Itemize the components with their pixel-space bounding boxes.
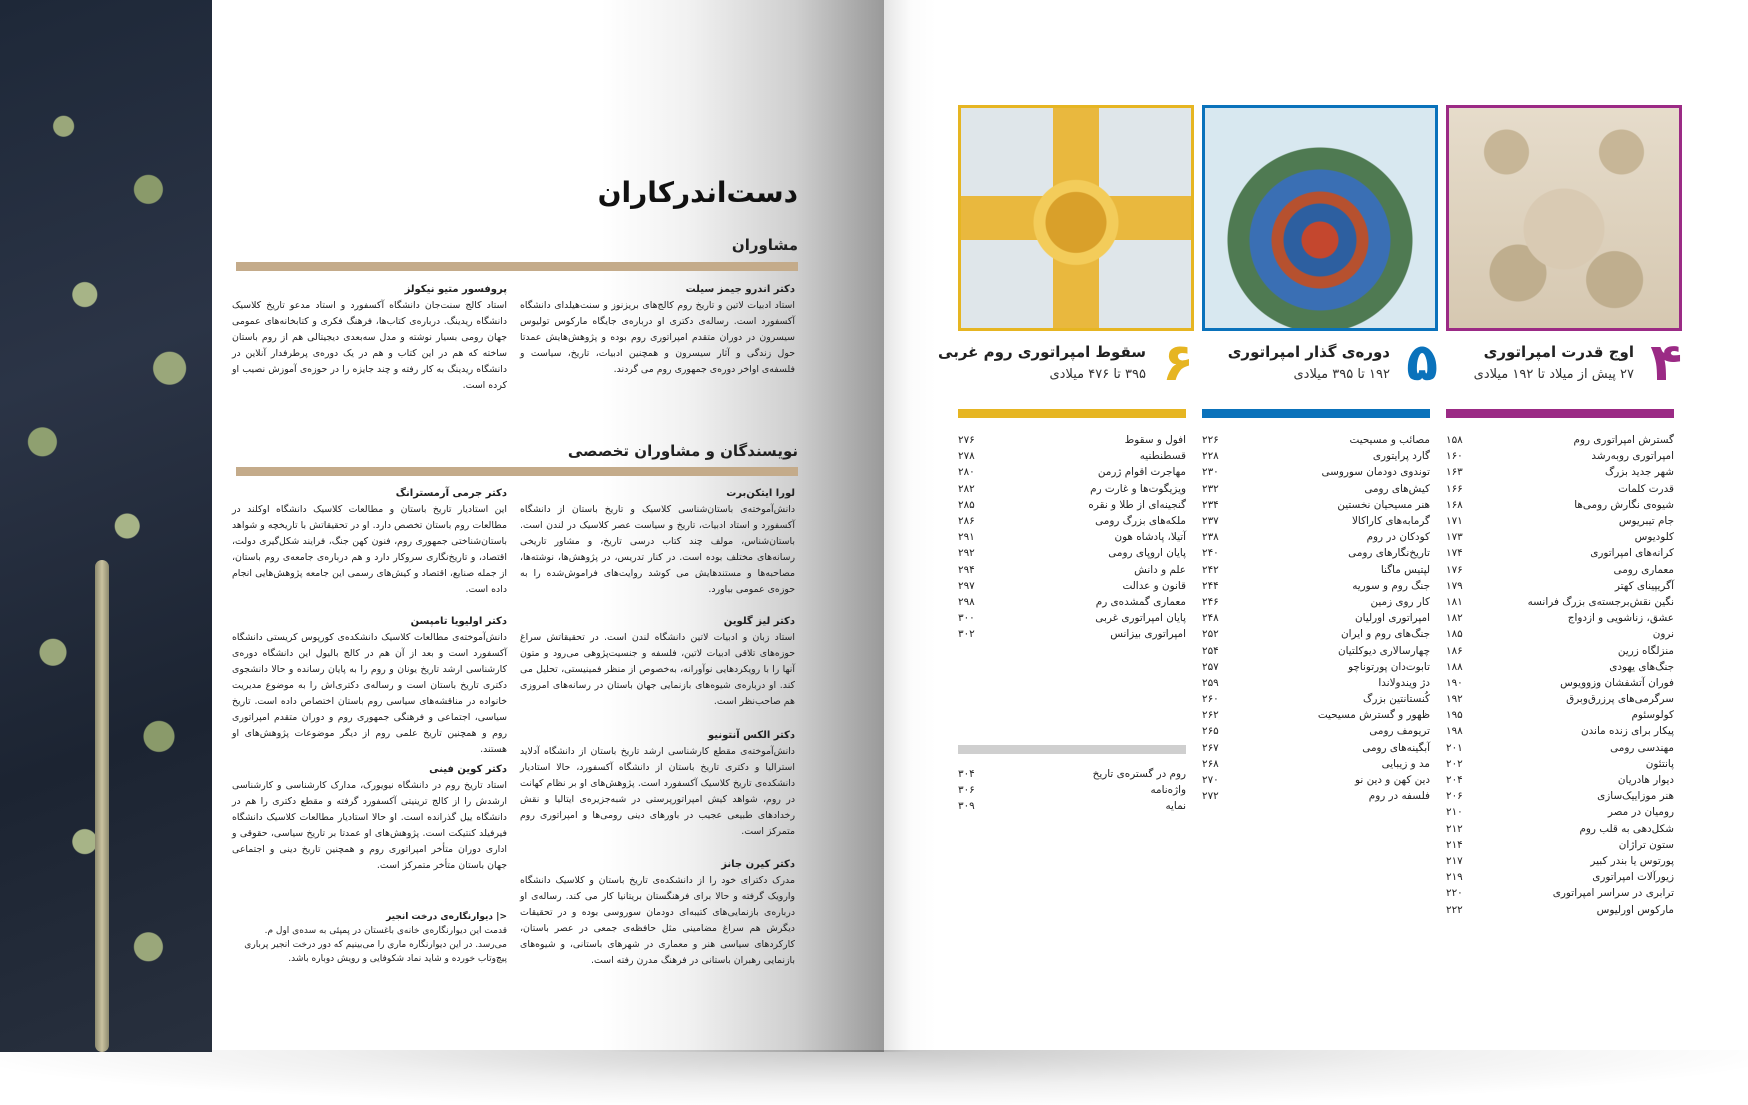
toc-entry (1202, 448, 1430, 464)
toc-page-number: ۲۱۷ (1446, 854, 1463, 867)
bio-name: دکتر اندرو جیمز سیلت (685, 284, 795, 295)
toc-page-number: ۲۰۱ (1446, 741, 1463, 754)
toc-entry (958, 432, 1186, 448)
toc-title: رومیان در مصر (1607, 806, 1674, 819)
toc-page-number: ۱۸۶ (1446, 644, 1463, 657)
toc-title: آبگینه‌های رومی (1362, 741, 1430, 754)
toc-entry (1446, 659, 1674, 675)
toc-title: مصائب و مسیحیت (1349, 434, 1430, 447)
toc-title: واژه‌نامه (1150, 784, 1186, 797)
toc-page-number: ۲۳۲ (1202, 482, 1219, 495)
bio-name: دکتر الکس آنتونیو (708, 730, 795, 741)
toc-page-number: ۱۷۹ (1446, 579, 1463, 592)
toc-title: لپتیس ماگنا (1380, 563, 1430, 576)
toc-entry (1202, 610, 1430, 626)
toc-page-number: ۲۶۸ (1202, 757, 1219, 770)
toc-title: مهندسی رومی (1610, 741, 1674, 754)
book-shadow (0, 1050, 1748, 1105)
toc-page-number: ۱۷۶ (1446, 563, 1463, 576)
toc-title: قسطنطنیه (1139, 450, 1186, 463)
toc-entry (1446, 804, 1674, 820)
toc-page-number: ۱۸۵ (1446, 628, 1463, 641)
toc-entry (1446, 788, 1674, 804)
toc-title: شیوه‌ی نگارش رومی‌ها (1574, 498, 1674, 511)
toc-page-number: ۲۱۴ (1446, 838, 1463, 851)
chapter-title: سقوط امپراتوری روم غربی (938, 343, 1146, 361)
bio-entry (520, 486, 795, 598)
toc-page-number: ۲۹۴ (958, 563, 975, 576)
chapter-number: ۴ (1650, 333, 1682, 393)
toc-entry (958, 545, 1186, 561)
bio-entry (232, 486, 507, 598)
toc-title: گرمابه‌های کاراکالا (1351, 515, 1430, 528)
toc-entry (1446, 675, 1674, 691)
corinthian-capital-image (1446, 105, 1682, 331)
toc-title: پانتئون (1645, 757, 1674, 770)
toc-entry (1446, 610, 1674, 626)
toc-title: پایان اروپای رومی (1108, 547, 1186, 560)
bio-name: دکتر اولیویا تامپسن (410, 616, 507, 627)
toc-page-number: ۲۵۹ (1202, 676, 1219, 689)
toc-title: منزلگاه زرین (1617, 644, 1674, 657)
toc-page-number: ۲۴۸ (1202, 612, 1219, 625)
toc-entry (958, 768, 1186, 784)
toc-page-number: ۲۸۰ (958, 466, 975, 479)
toc-entry (1446, 529, 1674, 545)
toc-title: دیوار هادریان (1617, 774, 1674, 787)
toc-entry (1446, 821, 1674, 837)
toc-page-number: ۲۶۰ (1202, 693, 1219, 706)
toc-title: فلسفه در روم (1368, 790, 1430, 803)
toc-entry (1446, 481, 1674, 497)
toc-entry (1446, 756, 1674, 772)
toc-entry (958, 464, 1186, 480)
toc-page-number: ۲۵۲ (1202, 628, 1219, 641)
toc-entry (1446, 740, 1674, 756)
toc-title: امپراتوری بیزانس (1110, 628, 1186, 641)
bio-text: استاد زبان و ادبیات لاتین دانشگاه لندن است. در تحقیقاتش سراغ حوزه‌های تلاقی ادبیات لاتین، فلسفه و جنسیت‌پژوهی می‌رود و متون آنها را با رویکردهایی نوآورانه، به‌خصوص از منظر فمینیستی، تحلیل می کند. او درباره‌ی شیوه‌های بازنمایی جهان باستان در رسانه‌های امروزی هم صاحب‌نظر است. (520, 632, 795, 707)
caption-title-text: دیوارنگاره‌ی درخت انجیر (386, 912, 494, 922)
toc-page-number: ۳۰۴ (958, 768, 975, 780)
chapter-toc (1446, 432, 1674, 918)
toc-title: ملکه‌های بزرگ رومی (1095, 515, 1186, 528)
toc-page-number: ۱۸۸ (1446, 660, 1463, 673)
chapter-header (1446, 333, 1682, 397)
toc-entry (1202, 659, 1430, 675)
toc-entry (1446, 901, 1674, 917)
toc-entry (1202, 545, 1430, 561)
toc-page-number: ۱۶۶ (1446, 482, 1463, 495)
toc-entry (1202, 788, 1430, 804)
toc-entry (958, 578, 1186, 594)
toc-page-number: ۲۴۶ (1202, 595, 1219, 608)
toc-entry (1446, 545, 1674, 561)
toc-page-number: ۲۳۸ (1202, 531, 1219, 544)
toc-entry (1202, 723, 1430, 739)
toc-title: کُنستانتین بزرگ (1363, 693, 1430, 706)
gold-cross-image (958, 105, 1194, 331)
toc-title: کرانه‌های امپراتوری (1590, 547, 1674, 560)
chapter-range: ۳۹۵ تا ۴۷۶ میلادی (1049, 367, 1146, 382)
toc-page-number: ۱۶۰ (1446, 450, 1463, 463)
toc-entry (1446, 513, 1674, 529)
toc-title: جنگ‌های روم و ایران (1340, 628, 1430, 641)
toc-entry (1446, 772, 1674, 788)
toc-title: تریومف رومی (1369, 725, 1430, 738)
toc-page-number: ۱۵۸ (1446, 434, 1463, 447)
bio-entry (232, 614, 507, 758)
toc-title: جام تیبریوس (1618, 515, 1674, 528)
bio-text: استاد کالج سنت‌جان دانشگاه آکسفورد و استاد مدعو تاریخ کلاسیک دانشگاه ریدینگ. درباره‌ی کتاب‌ها، فرهنگ فکری و کتابخانه‌های عمومی جهان رومی بسیار نوشته و مدل سه‌بعدی دیجیتالی هم از روم باستان ساخته که هم در این کتاب و هم در یک دوره‌ی پرطرفدار آنلاین در دانشگاه ریدینگ به کار رفته و چند جایزه را در حوزه‌ی آموزش نصیب او کرده است. (232, 300, 507, 391)
bio-entry (520, 728, 795, 840)
toc-entry (1202, 675, 1430, 691)
toc-page-number: ۲۹۸ (958, 595, 975, 608)
toc-entry (1446, 464, 1674, 480)
toc-page-number: ۲۰۴ (1446, 774, 1463, 787)
advisors-heading: مشاوران (731, 236, 798, 254)
toc-entry (1446, 432, 1674, 448)
toc-title: نگین نقش‌برجسته‌ی بزرگ فرانسه (1527, 595, 1674, 608)
toc-page-number: ۲۶۷ (1202, 741, 1219, 754)
bio-name: دکتر کیرن جانز (721, 859, 795, 870)
toc-title: علم و دانش (1134, 563, 1186, 576)
toc-title: افول و سقوط (1124, 434, 1186, 447)
enamel-flask-image (1202, 105, 1438, 331)
toc-entry (1446, 642, 1674, 658)
bio-text: این استادیار تاریخ باستان و مطالعات کلاسیک دانشگاه اوکلند در مطالعات روم باستان تخصص دارد. او در تحقیقاتش با تاریخچه و شواهد باستان‌شناختی جمهوری روم، فنون کهن جنگ، فرایند شکل‌گیری دولت، اقتصاد، و تاریخ‌نگاری سروکار دارد و هم درباره‌ی جامعه‌ی روم باستان، از جمله صنایع، اقتصاد و کیش‌های رسمی این جامعه پژوهش‌هایی انجام داده است. (232, 504, 507, 595)
toc-page-number: ۲۱۹ (1446, 871, 1463, 884)
fresco-caption (232, 910, 507, 966)
toc-title: قانون و عدالت (1122, 579, 1186, 592)
toc-entry (958, 448, 1186, 464)
bio-text: استاد ادبیات لاتین و تاریخ روم کالج‌های بریزنوز و سنت‌هیلدای دانشگاه آکسفورد است. رساله‌ی دکتری او درباره‌ی جایگاه مارکوس تولیوس سیسرون در دوران متقدم امپراتوری روم بوده و پژوهش‌هایش عمدتا حول زندگی و آثار سیسرون و همچنین ادبیات، تاریخ، سیاست و فلسفه‌ی اواخر دوره‌ی جمهوری روم می گردند. (520, 300, 795, 375)
toc-title: قدرت کلمات (1618, 482, 1674, 495)
toc-title: دژ ویندولاندا (1378, 676, 1430, 689)
toc-title: کودکان در روم (1366, 531, 1430, 544)
toc-title: تاریخ‌نگارهای رومی (1348, 547, 1430, 560)
toc-title: معماری رومی (1613, 563, 1674, 576)
toc-entry (1202, 481, 1430, 497)
toc-title: ترابری در سراسر امپراتوری (1552, 887, 1674, 900)
toc-entry (1202, 594, 1430, 610)
toc-entry (1202, 497, 1430, 513)
toc-title: زیورآلات امپراتوری (1592, 871, 1674, 884)
toc-page-number: ۲۷۶ (958, 434, 975, 447)
advisors-divider (236, 262, 798, 271)
toc-title: مد و زیبایی (1381, 757, 1430, 770)
toc-page-number: ۲۵۴ (1202, 644, 1219, 657)
toc-entry (1202, 578, 1430, 594)
toc-entry (1446, 626, 1674, 642)
toc-entry (958, 800, 1186, 816)
caption-text: قدمت این دیوارنگاره‌ی خانه‌ی باغستان در پمپئی به سده‌ی اول م. می‌رسد. در این دیوارنگاره ماری را می‌بینیم که دور درخت انجیر پرباری پیچ‌وتاب خورده و شاید نماد شکوفایی و رویش دوباره باشد. (244, 926, 507, 964)
toc-page-number: ۲۷۰ (1202, 774, 1219, 787)
toc-page-number: ۳۰۶ (958, 784, 975, 797)
toc-entry (1202, 513, 1430, 529)
toc-title: امپراتوری روبه‌رشد (1591, 450, 1674, 463)
toc-entry (958, 497, 1186, 513)
bio-text: دانش‌آموخته‌ی مطالعات کلاسیک دانشکده‌ی کورپوس کریستی دانشگاه آکسفورد است و بعد از آن هم در کالج بالیول این دانشگاه دوره‌ی کارشناسی ارشد تاریخ یونان و روم را به پایان رسانده و حالا دانشجوی دکتری تاریخ باستان است و رساله‌ی دکتری‌اش را به موضوع مدیریت خانواده در مناقشه‌های سیاسی روم باستان اختصاص داده است. تاریخ سیاسی، اجتماعی و فرهنگی جمهوری روم و دوران متقدم امپراتوری روم و همچنین تاریخ علمی روم از دیگر موضوعات پژوهش‌های او هستند. (232, 632, 507, 755)
left-page (0, 0, 884, 1052)
toc-entry (1202, 756, 1430, 772)
toc-title: روم در گستره‌ی تاریخ (1092, 768, 1186, 780)
toc-page-number: ۲۹۷ (958, 579, 975, 592)
toc-entry (1446, 497, 1674, 513)
toc-title: کلودیوس (1634, 531, 1674, 544)
toc-title: معماری گمشده‌ی رم (1095, 595, 1186, 608)
toc-page-number: ۲۰۶ (1446, 790, 1463, 803)
toc-page-number: ۲۲۸ (1202, 450, 1219, 463)
back-matter-divider (958, 745, 1186, 754)
toc-entry (958, 784, 1186, 800)
toc-entry (1202, 740, 1430, 756)
toc-page-number: ۲۱۰ (1446, 806, 1463, 819)
toc-entry (1202, 562, 1430, 578)
toc-title: کیش‌های رومی (1364, 482, 1430, 495)
toc-entry (1446, 853, 1674, 869)
toc-title: عشق، زناشویی و ازدواج (1567, 612, 1674, 625)
toc-page-number: ۲۱۲ (1446, 822, 1463, 835)
bio-name: پروفسور متیو نیکولز (404, 284, 507, 295)
toc-title: سرگرمی‌های پرزرق‌وبرق (1566, 693, 1674, 706)
toc-entry (1202, 432, 1430, 448)
toc-entry (958, 481, 1186, 497)
toc-title: پورتوس یا بندر کبیر (1590, 854, 1674, 867)
toc-entry (1446, 707, 1674, 723)
back-matter-toc (958, 768, 1186, 817)
bio-name: لورا ایتکن‌برت (726, 488, 795, 499)
toc-title: جنگ روم و سوریه (1352, 579, 1430, 592)
bio-name: دکتر کوین فینی (429, 764, 507, 775)
bio-text: استاد تاریخ روم در دانشگاه نیویورک، مدارک کارشناسی و کارشناسی ارشدش را از کالج ترینیتی آکسفورد گرفته و مقطع دکتری را هم در دانشگاه ییل گذرانده است. او حالا استادیار مطالعات کلاسیک دانشگاه فیرفیلد کنتیکت است. پژوهش‌های او عمدتا بر تاریخ سیاسی، حقوقی و اداری دوران متأخر امپراتوری روم و همچنین تاریخ دینی و اجتماعی جهان باستان متأخر متمرکز است. (232, 780, 507, 871)
toc-entry (958, 610, 1186, 626)
toc-page-number: ۲۶۵ (1202, 725, 1219, 738)
toc-page-number: ۱۹۵ (1446, 709, 1463, 722)
toc-title: گنجینه‌ای از طلا و نقره (1088, 498, 1186, 511)
toc-entry (958, 626, 1186, 642)
toc-title: شهر جدید بزرگ (1604, 466, 1674, 479)
toc-page-number: ۲۸۶ (958, 515, 975, 528)
toc-title: امپراتوری اورلیان (1355, 612, 1430, 625)
toc-page-number: ۳۰۹ (958, 800, 975, 813)
toc-entry (1446, 885, 1674, 901)
toc-entry (1202, 772, 1430, 788)
toc-page-number: ۲۰۲ (1446, 757, 1463, 770)
toc-page-number: ۲۷۸ (958, 450, 975, 463)
toc-title: نمایه (1165, 800, 1186, 813)
toc-title: فوران آتشفشان وزوویوس (1560, 676, 1674, 689)
toc-page-number: ۱۹۸ (1446, 725, 1463, 738)
toc-page-number: ۲۲۲ (1446, 903, 1463, 916)
toc-page-number: ۱۸۲ (1446, 612, 1463, 625)
toc-title: ویزیگوت‌ها و غارت رم (1090, 482, 1186, 495)
chapter-color-bar (1446, 409, 1674, 418)
chapter-toc (1202, 432, 1430, 804)
toc-entry (1202, 626, 1430, 642)
writers-divider (236, 467, 798, 476)
toc-title: گارد پرایتوری (1372, 450, 1430, 463)
bio-entry (520, 614, 795, 710)
toc-page-number: ۲۴۰ (1202, 547, 1219, 560)
chapter-range: ۱۹۲ تا ۳۹۵ میلادی (1293, 367, 1390, 382)
toc-title: پیکار برای زنده ماندن (1580, 725, 1674, 738)
toc-title: نرون (1652, 628, 1674, 641)
bio-entry (520, 282, 795, 378)
toc-page-number: ۱۶۸ (1446, 498, 1463, 511)
toc-entry (1446, 691, 1674, 707)
toc-title: مارکوس اورلیوس (1596, 903, 1674, 916)
toc-title: هنر مسیحیان نخستین (1337, 498, 1430, 511)
toc-page-number: ۲۸۲ (958, 482, 975, 495)
page-title: دست‌اندرکاران (597, 176, 798, 209)
toc-page-number: ۲۸۵ (958, 498, 975, 511)
toc-entry (1446, 594, 1674, 610)
toc-page-number: ۱۹۰ (1446, 676, 1463, 689)
bio-name: دکتر جرمی آرمسترانگ (395, 488, 507, 499)
toc-title: ستون تراژان (1618, 838, 1674, 851)
toc-entry (1446, 837, 1674, 853)
caption-title (232, 910, 507, 924)
chapter-title: اوج قدرت امپراتوری (1483, 343, 1634, 361)
toc-entry (1446, 562, 1674, 578)
toc-title: شکل‌دهی به قلب روم (1579, 822, 1674, 835)
toc-title: تابوت‌دان پورتوناچو (1348, 660, 1430, 673)
caption-marker: <| (496, 912, 507, 922)
writers-heading: نویسندگان و مشاوران تخصصی (567, 442, 798, 460)
bio-name: دکتر لیز گلوین (723, 616, 795, 627)
toc-entry (1446, 869, 1674, 885)
toc-entry (1446, 578, 1674, 594)
toc-title: مهاجرت اقوام ژرمن (1097, 466, 1186, 479)
toc-page-number: ۲۲۰ (1446, 887, 1463, 900)
toc-page-number: ۲۹۱ (958, 531, 975, 544)
bio-text: مدرک دکترای خود را از دانشکده‌ی تاریخ باستان و کلاسیک دانشگاه وارویک گرفته و حالا برای فرهنگستان بریتانیا کار می کند. رساله‌ی او درباره‌ی بازنمایی‌های کتیبه‌ای دودمان سوروسی بوده و در تحقیقات دیگرش هم سراغ مضامینی مثل حافظه‌ی جمعی در عصر باستان، کارکردهای سیاسی هنر و معماری در شهرهای باستانی، و شیوه‌های بازنمایی رهبران باستانی در فرهنگ مدرن رفته است. (520, 875, 795, 966)
toc-entry (958, 529, 1186, 545)
toc-title: پایان امپراتوری غربی (1095, 612, 1186, 625)
toc-title: گسترش امپراتوری روم (1573, 434, 1674, 447)
toc-entry (958, 594, 1186, 610)
bio-entry (232, 762, 507, 874)
toc-page-number: ۱۷۱ (1446, 515, 1463, 528)
toc-page-number: ۲۲۶ (1202, 434, 1219, 447)
chapter-toc (958, 432, 1186, 642)
chapter-color-bar (1202, 409, 1430, 418)
toc-title: هنر موزاییک‌سازی (1597, 790, 1674, 803)
bio-entry (232, 282, 507, 394)
chapter-number: ۶ (1162, 333, 1194, 393)
chapter-header (938, 333, 1194, 397)
toc-title: کولوسئوم (1631, 709, 1674, 722)
toc-title: چهارسالاری دیوکلتیان (1338, 644, 1430, 657)
toc-page-number: ۲۴۲ (1202, 563, 1219, 576)
toc-page-number: ۲۴۴ (1202, 579, 1219, 592)
toc-page-number: ۲۷۲ (1202, 790, 1219, 803)
toc-page-number: ۱۷۳ (1446, 531, 1463, 544)
chapter-header (1202, 333, 1438, 397)
toc-page-number: ۲۳۴ (1202, 498, 1219, 511)
toc-page-number: ۱۹۲ (1446, 693, 1463, 706)
fig-tree-fresco-image (0, 0, 212, 1052)
bio-entry (520, 857, 795, 969)
toc-title: آگریپینای کهتر (1614, 579, 1674, 592)
toc-entry (958, 562, 1186, 578)
toc-page-number: ۳۰۲ (958, 628, 975, 641)
toc-entry (1202, 707, 1430, 723)
chapter-number: ۵ (1406, 333, 1438, 393)
toc-page-number: ۱۶۳ (1446, 466, 1463, 479)
chapter-color-bar (958, 409, 1186, 418)
toc-page-number: ۲۳۰ (1202, 466, 1219, 479)
toc-entry (1202, 642, 1430, 658)
toc-title: توندوی دودمان سوروسی (1321, 466, 1430, 479)
bio-text: دانش‌آموخته‌ی باستان‌شناسی کلاسیک و تاریخ باستان از دانشگاه آکسفورد و استاد ادبیات، تاریخ و سیاست عصر کلاسیک در لندن است. باستان‌شناس، مولف چند کتاب درسی تاریخ، و مشاور تاریخی رسانه‌های مختلف بوده است. در کنار تدریس، در پژوهش‌ها، نوشته‌ها، مصاحبه‌ها و مستندهایش می کوشد روایت‌های فراموش‌شده را به حوزه‌ی عمومی بیاورد. (520, 504, 795, 595)
toc-page-number: ۲۵۷ (1202, 660, 1219, 673)
toc-title: دین کهن و دین نو (1355, 774, 1430, 787)
chapter-range: ۲۷ پیش از میلاد تا ۱۹۲ میلادی (1473, 367, 1634, 382)
toc-entry (1202, 691, 1430, 707)
toc-page-number: ۱۷۴ (1446, 547, 1463, 560)
toc-page-number: ۲۹۲ (958, 547, 975, 560)
toc-title: آتیلا، پادشاه هون (1114, 531, 1186, 544)
toc-page-number: ۲۶۲ (1202, 709, 1219, 722)
toc-entry (1446, 448, 1674, 464)
toc-entry (1202, 529, 1430, 545)
bio-text: دانش‌آموخته‌ی مقطع کارشناسی ارشد تاریخ باستان از دانشگاه آدلاید استرالیا و دکتری تاریخ باستان از دانشگاه آکسفورد، حالا استادیار دانشکده‌ی تاریخ کلاسیک آکسفورد است. پژوهش‌های او بر نظام کهانت در روم، شواهد کیش امپراتورپرستی در شبه‌جزیره‌ی ایتالیا و نقش رخدادهای طبیعی عجیب در باورهای دینی رومی‌ها و امپراتوری روم متمرکز است. (520, 746, 795, 837)
toc-title: ظهور و گسترش مسیحیت (1317, 709, 1430, 722)
toc-entry (1446, 723, 1674, 739)
toc-page-number: ۳۰۰ (958, 612, 975, 625)
toc-page-number: ۱۸۱ (1446, 595, 1463, 608)
chapter-title: دوره‌ی گذار امپراتوری (1227, 343, 1390, 361)
toc-title: جنگ‌های یهودی (1609, 660, 1674, 673)
toc-page-number: ۲۳۷ (1202, 515, 1219, 528)
right-page (884, 0, 1748, 1052)
toc-entry (958, 513, 1186, 529)
toc-title: کار روی زمین (1370, 595, 1430, 608)
toc-entry (1202, 464, 1430, 480)
